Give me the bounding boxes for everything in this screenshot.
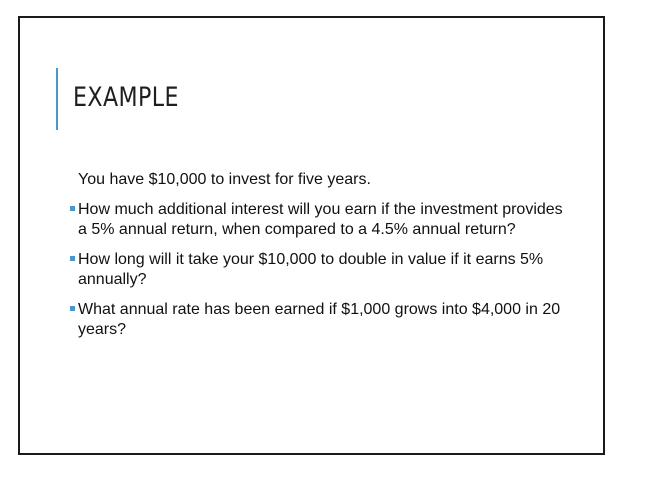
bullet-marker-icon bbox=[70, 256, 75, 261]
bullet-text: What annual rate has been earned if $1,000 grows into $4,000 in 20 years? bbox=[78, 301, 561, 338]
bullet-text: How long will it take your $10,000 to double in value if it earns 5% annually? bbox=[78, 251, 544, 288]
intro-text: You have $10,000 to invest for five years. bbox=[78, 171, 371, 188]
slide-body bbox=[76, 170, 566, 350]
bullet-item bbox=[76, 300, 566, 340]
bullet-item bbox=[76, 250, 566, 290]
bullet-marker-icon bbox=[70, 306, 75, 311]
bullet-text: How much additional interest will you earn if the investment provides a 5% annual return, when compared to a 4.5% annual return? bbox=[78, 201, 563, 238]
title-accent-bar bbox=[56, 68, 58, 130]
slide-title: EXAMPLE bbox=[73, 82, 179, 113]
slide bbox=[18, 16, 605, 455]
bullet-marker-icon bbox=[70, 206, 75, 211]
bullet-item bbox=[76, 200, 566, 240]
